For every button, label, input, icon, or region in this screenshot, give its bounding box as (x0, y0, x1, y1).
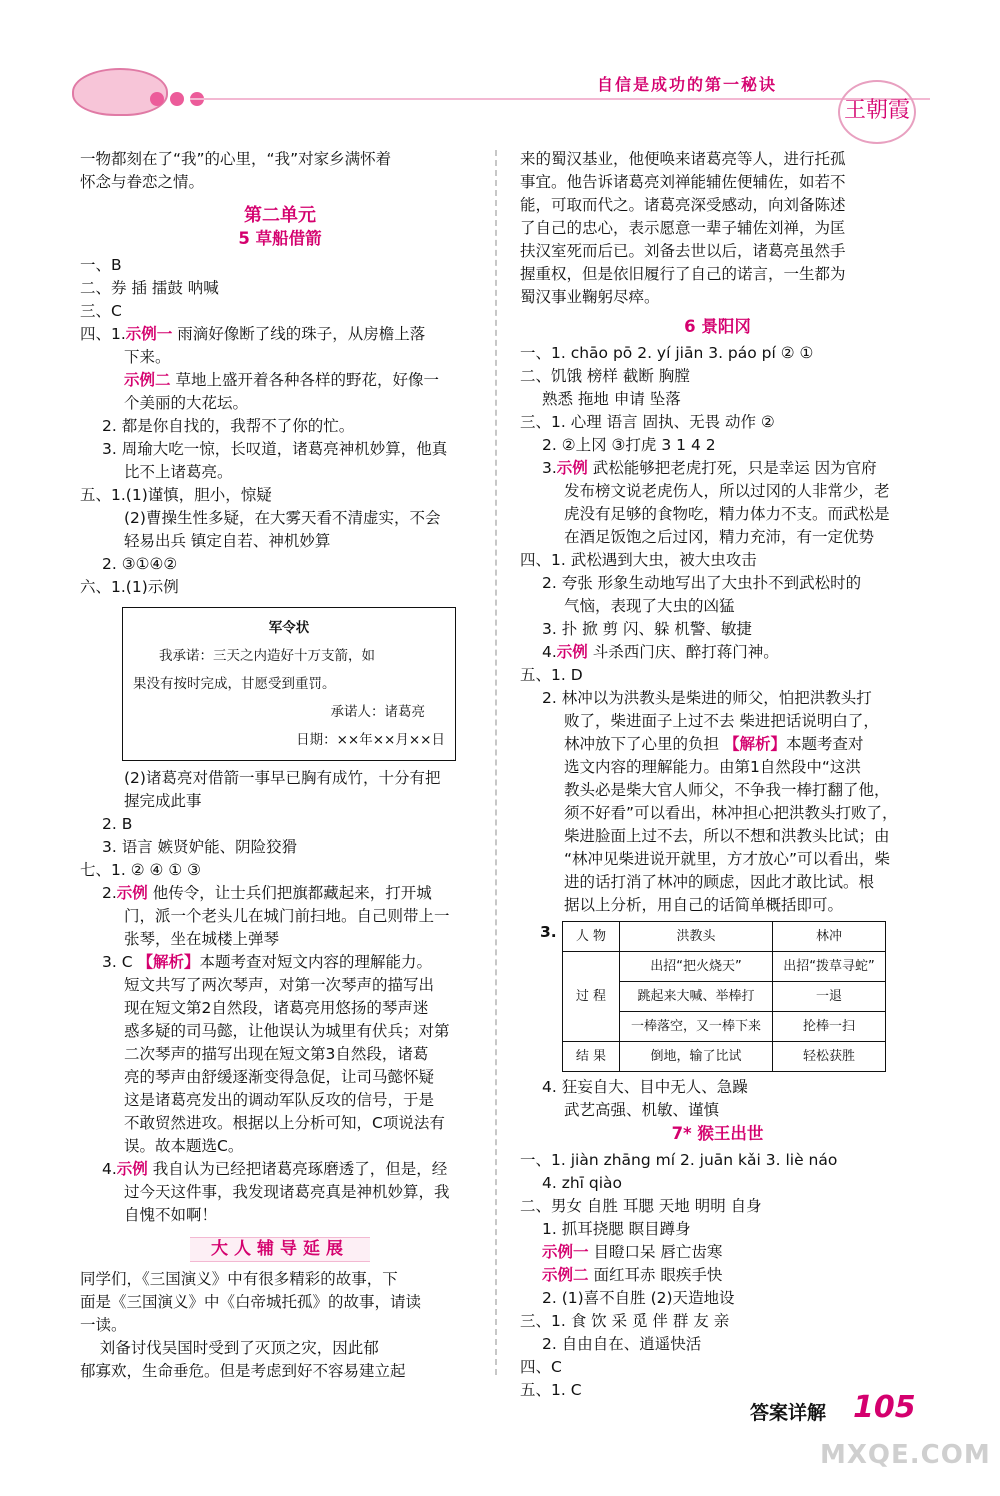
answer-num: 4. (542, 643, 557, 661)
table-cell: 结 果 (563, 1042, 620, 1072)
answer-line: 七、1. ② ④ ① ③ (80, 861, 202, 879)
extension-line: 面是《三国演义》中《白帝城托孤》的故事，请读 (80, 1293, 422, 1311)
table-cell: 轻松获胜 (773, 1042, 886, 1072)
answer-line: 握完成此事 (124, 792, 202, 810)
lesson-title: 6 景阳冈 (684, 317, 751, 336)
example-tag: 示例 (556, 643, 588, 661)
table-row (563, 922, 886, 952)
table-cell: 出招“拨草寻蛇” (773, 952, 886, 982)
answer-line: 2. ③①④② (102, 555, 178, 573)
header-motto: 自信是成功的第一秘诀 (597, 75, 778, 94)
answer-line (520, 733, 915, 756)
story-line: 来的蜀汉基业，他便唤来诸葛亮等人，进行托孤 (520, 150, 846, 168)
answer-line: 4. zhī qiào (542, 1174, 623, 1192)
table-cell: 洪教头 (620, 922, 773, 952)
right-column (520, 148, 915, 1402)
answer-text: 我自认为已经把诸葛亮琢磨透了，但是，经 (147, 1160, 448, 1178)
extension-line: 同学们，《三国演义》中有很多精彩的故事，下 (80, 1270, 398, 1288)
lesson-title: 5 草船借箭 (238, 229, 322, 248)
answer-line: 二次琴声的描写出现在短文第3自然段，诸葛 (124, 1045, 429, 1063)
pledge-line: 我承诺：三天之内造好十万支箭，如 (159, 648, 375, 664)
answer-line: 不敢贸然进攻。根据以上分析可知，C项说法有 (124, 1114, 445, 1132)
extension-line: 一读。 (80, 1316, 127, 1334)
table-cell: 跳起来大喊、举棒打 (620, 982, 773, 1012)
story-line: 了自己的忠心，表示愿意一辈子辅佐刘禅，为匡 (520, 219, 846, 237)
answer-num: 2. (102, 884, 117, 902)
answer-line: 在酒足饭饱之后过冈，精力充沛，有一定优势 (564, 528, 875, 546)
answer-line: 虎没有足够的食物吃，精力体力不支。而武松是 (564, 505, 890, 523)
example-tag: 示例一 (125, 325, 173, 343)
answer-line: 2. 夸张 形象生动地写出了大虫扑不到武松时的 (542, 574, 862, 592)
answer-text: 武松能够把老虎打死，只是幸运 因为官府 (587, 459, 877, 477)
answer-line: 三、1. 食 饮 采 觅 伴 群 友 亲 (520, 1312, 730, 1330)
answer-line: 三、1. 心理 语言 固执、无畏 动作 ② (520, 413, 775, 431)
answer-line: 2. B (102, 815, 133, 833)
answer-line: 须不好看”可以看出，林冲担心把洪教头打败了， (564, 804, 898, 822)
answer-text: 雨滴好像断了线的珠子，从房檐上落 (172, 325, 426, 343)
answer-line: 选文内容的理解能力。由第1自然段中“这洪 (564, 758, 861, 776)
answer-line: 据以上分析，用自己的话简单概括即可。 (564, 896, 844, 914)
watermark: MXQE.COM (820, 1440, 991, 1470)
table-cell: 一退 (773, 982, 886, 1012)
answer-line: 败了，柴进面子上过不去 柴进把话说明白了， (564, 712, 879, 730)
comparison-table (562, 921, 886, 1072)
answer-line: 亮的琴声由舒缓逐渐变得急促，让司马懿怀疑 (124, 1068, 435, 1086)
answer-num: 3. (542, 459, 557, 477)
answer-line: 气恼，表现了大虫的凶猛 (564, 597, 735, 615)
answer-line: 张琴，坐在城楼上弹琴 (124, 930, 280, 948)
answer-line: “林冲见柴进说开就里，方才放心”可以看出，柴 (564, 850, 891, 868)
answer-line: 误。故本题选C。 (124, 1137, 244, 1155)
pledge-line: 果没有按时完成，甘愿受到重罚。 (133, 676, 336, 692)
pledge-title: 军令状 (268, 620, 310, 636)
answer-line: 惑多疑的司马懿，让他误认为城里有伏兵；对第 (124, 1022, 450, 1040)
answer-line: 二、券 插 擂鼓 呐喊 (80, 279, 219, 297)
table-cell: 倒地，输了比试 (620, 1042, 773, 1072)
answer-line: 二、男女 自胜 耳腮 天地 明明 自身 (520, 1197, 762, 1215)
example-tag: 示例二 (542, 1266, 589, 1284)
table-cell: 过 程 (563, 952, 620, 1042)
left-column (80, 148, 480, 1383)
answer-line: 4. 狂妄自大、目中无人、急躁 (542, 1078, 748, 1096)
answer-line: 2. (1)喜不自胜 (2)天造地设 (542, 1289, 735, 1307)
answer-line (80, 369, 480, 392)
answer-line: 3. 周瑜大吃一惊，长叹道，诸葛亮神机妙算，他真 (102, 440, 448, 458)
table-cell: 一棒落空，又一棒下来 (620, 1012, 773, 1042)
header-line (190, 98, 930, 100)
story-line: 蜀汉事业鞠躬尽瘁。 (520, 288, 660, 306)
answer-num: 四、1. (80, 325, 126, 343)
answer-line: 熟悉 拖地 申请 坠落 (542, 390, 681, 408)
answer-line: 进的话打消了林冲的顾虑，因此才敢比试。根 (564, 873, 875, 891)
decor-dot-icon (150, 92, 164, 106)
answer-line: 五、1. C (520, 1381, 582, 1399)
answer-line: 一、1. chāo pō 2. yí jiān 3. páo pí ② ① (520, 344, 814, 362)
table-row (563, 1042, 886, 1072)
table-row (563, 952, 886, 982)
answer-line (520, 1241, 915, 1264)
answer-line: 五、1. D (520, 666, 583, 684)
answer-line: 过今天这件事，我发现诸葛亮真是神机妙算，我 (124, 1183, 450, 1201)
footer-label: 答案详解 (750, 1402, 827, 1424)
answer-line: (2)曹操生性多疑，在大雾天看不清虚实，不会 (124, 509, 441, 527)
answer-line: (2)诸葛亮对借箭一事早已胸有成竹，十分有把 (124, 769, 441, 787)
example-tag: 示例 (116, 884, 148, 902)
answer-line: 四、1. 武松遇到大虫，被大虫攻击 (520, 551, 757, 569)
table-cell: 出招“把火烧天” (620, 952, 773, 982)
answer-line: 四、C (520, 1358, 562, 1376)
answer-line: 自愧不如啊！ (124, 1206, 218, 1224)
answer-line: 轻易出兵 镇定自若、神机妙算 (124, 532, 331, 550)
story-line: 扶汉室死而后已。刘备去世以后，诸葛亮虽然手 (520, 242, 846, 260)
answer-line: 短文共写了两次琴声，对第一次琴声的描写出 (124, 976, 435, 994)
answer-line: 2. 林冲以为洪教头是柴进的师父，怕把洪教头打 (542, 689, 872, 707)
answer-line: 发布榜文说老虎伤人，所以过冈的人非常少，老 (564, 482, 890, 500)
answer-line: 2. 自由自在、逍遥快活 (542, 1335, 702, 1353)
page-header (0, 0, 1000, 140)
answer-text: 目瞪口呆 唇亡齿寒 (588, 1243, 723, 1261)
answer-line: 这是诸葛亮发出的调动军队反攻的信号，于是 (124, 1091, 435, 1109)
page-number: 105 (853, 1390, 916, 1425)
story-line: 握重权，但是依旧履行了自己的诺言，一生都为 (520, 265, 846, 283)
answer-line (520, 1264, 915, 1287)
column-divider (495, 150, 497, 1375)
answer-line: 门，派一个老头儿在城门前扫地。自己则带上一 (124, 907, 450, 925)
answer-line: 武艺高强、机敏、谨慎 (564, 1101, 720, 1119)
answer-text: 本题考查对短文内容的理解能力。 (199, 953, 432, 971)
intro-line: 一物都刻在了“我”的心里，“我”对家乡满怀着 (80, 150, 392, 168)
answer-line (80, 951, 480, 974)
answer-line: 现在短文第2自然段，诸葛亮用悠扬的琴声迷 (124, 999, 429, 1017)
table-cell: 林冲 (773, 922, 886, 952)
answer-num: 3. (540, 923, 557, 941)
example-tag: 示例 (556, 459, 588, 477)
answer-line: 比不上诸葛亮。 (124, 463, 233, 481)
answer-text: 林冲放下了心里的负担 (564, 735, 724, 753)
table-cell: 人 物 (563, 922, 620, 952)
example-tag: 示例一 (542, 1243, 589, 1261)
extension-line: 刘备讨伐吴国时受到了灭顶之灾，因此郁 (80, 1339, 379, 1357)
answer-line (80, 882, 480, 905)
answer-line: 个美丽的大花坛。 (124, 394, 249, 412)
story-line: 能，可取而代之。诸葛亮深受感动，向刘备陈述 (520, 196, 846, 214)
example-tag: 示例二 (124, 371, 171, 389)
extension-title: 大人辅导延展 (190, 1237, 370, 1262)
answer-line: 1. 抓耳挠腮 瞑目蹲身 (542, 1220, 691, 1238)
answer-num: 3. C (102, 953, 138, 971)
decor-dot-icon (170, 92, 184, 106)
answer-line: 教头必是柴大官人师父，不争我一棒打翻了他， (564, 781, 890, 799)
answer-line (80, 1158, 480, 1181)
answer-line: 2. ②上冈 ③打虎 3 1 4 2 (542, 436, 716, 454)
answer-line: 3. 扑 掀 剪 闪、躲 机警、敏捷 (542, 620, 752, 638)
lesson-title: 7* 猴王出世 (671, 1124, 764, 1143)
answer-line (520, 641, 915, 664)
answer-line (520, 457, 915, 480)
answer-line: 2. 都是你自找的，我帮不了你的忙。 (102, 417, 355, 435)
answer-line: 六、1.(1)示例 (80, 578, 179, 596)
unit-title: 第二单元 (244, 205, 316, 226)
answer-text: 他传令，让士兵们把旗都藏起来，打开城 (147, 884, 432, 902)
analysis-tag: 【解析】 (137, 953, 200, 971)
analysis-tag: 【解析】 (723, 735, 786, 753)
table-cell: 抡棒一扫 (773, 1012, 886, 1042)
answer-text: 本题考查对 (785, 735, 864, 753)
answer-line: 三、C (80, 302, 122, 320)
pledge-date: 日期：××年××月××日 (296, 732, 445, 748)
brand-logo: 王朝霞 (838, 80, 916, 144)
answer-text: 斗杀西门庆、醉打蒋门神。 (587, 643, 779, 661)
military-pledge-box (122, 607, 456, 761)
answer-line: 二、饥饿 榜样 截断 胸膛 (520, 367, 690, 385)
answer-num: 4. (102, 1160, 117, 1178)
answer-line: 五、1.(1)谨慎，胆小，惊疑 (80, 486, 272, 504)
answer-line (80, 323, 480, 346)
example-tag: 示例 (116, 1160, 148, 1178)
answer-line: 柴进脸面上过不去，所以不想和洪教头比试；由 (564, 827, 890, 845)
story-line: 事宜。他告诉诸葛亮刘禅能辅佐便辅佐，如若不 (520, 173, 846, 191)
answer-line: 一、1. jiàn zhāng mí 2. juān kǎi 3. liè náo (520, 1151, 838, 1169)
pledge-signer: 承诺人：诸葛亮 (330, 704, 425, 720)
comparison-table-block (520, 921, 915, 1072)
extension-line: 郁寡欢，生命垂危。但是考虑到好不容易建立起 (80, 1362, 406, 1380)
answer-line: 下来。 (124, 348, 171, 366)
answer-line: 一、B (80, 256, 122, 274)
answer-line: 3. 语言 嫉贤妒能、阴险狡猾 (102, 838, 298, 856)
intro-line: 怀念与眷恋之情。 (80, 173, 205, 191)
answer-text: 面红耳赤 眼疾手快 (588, 1266, 723, 1284)
answer-text: 草地上盛开着各种各样的野花，好像一 (170, 371, 439, 389)
